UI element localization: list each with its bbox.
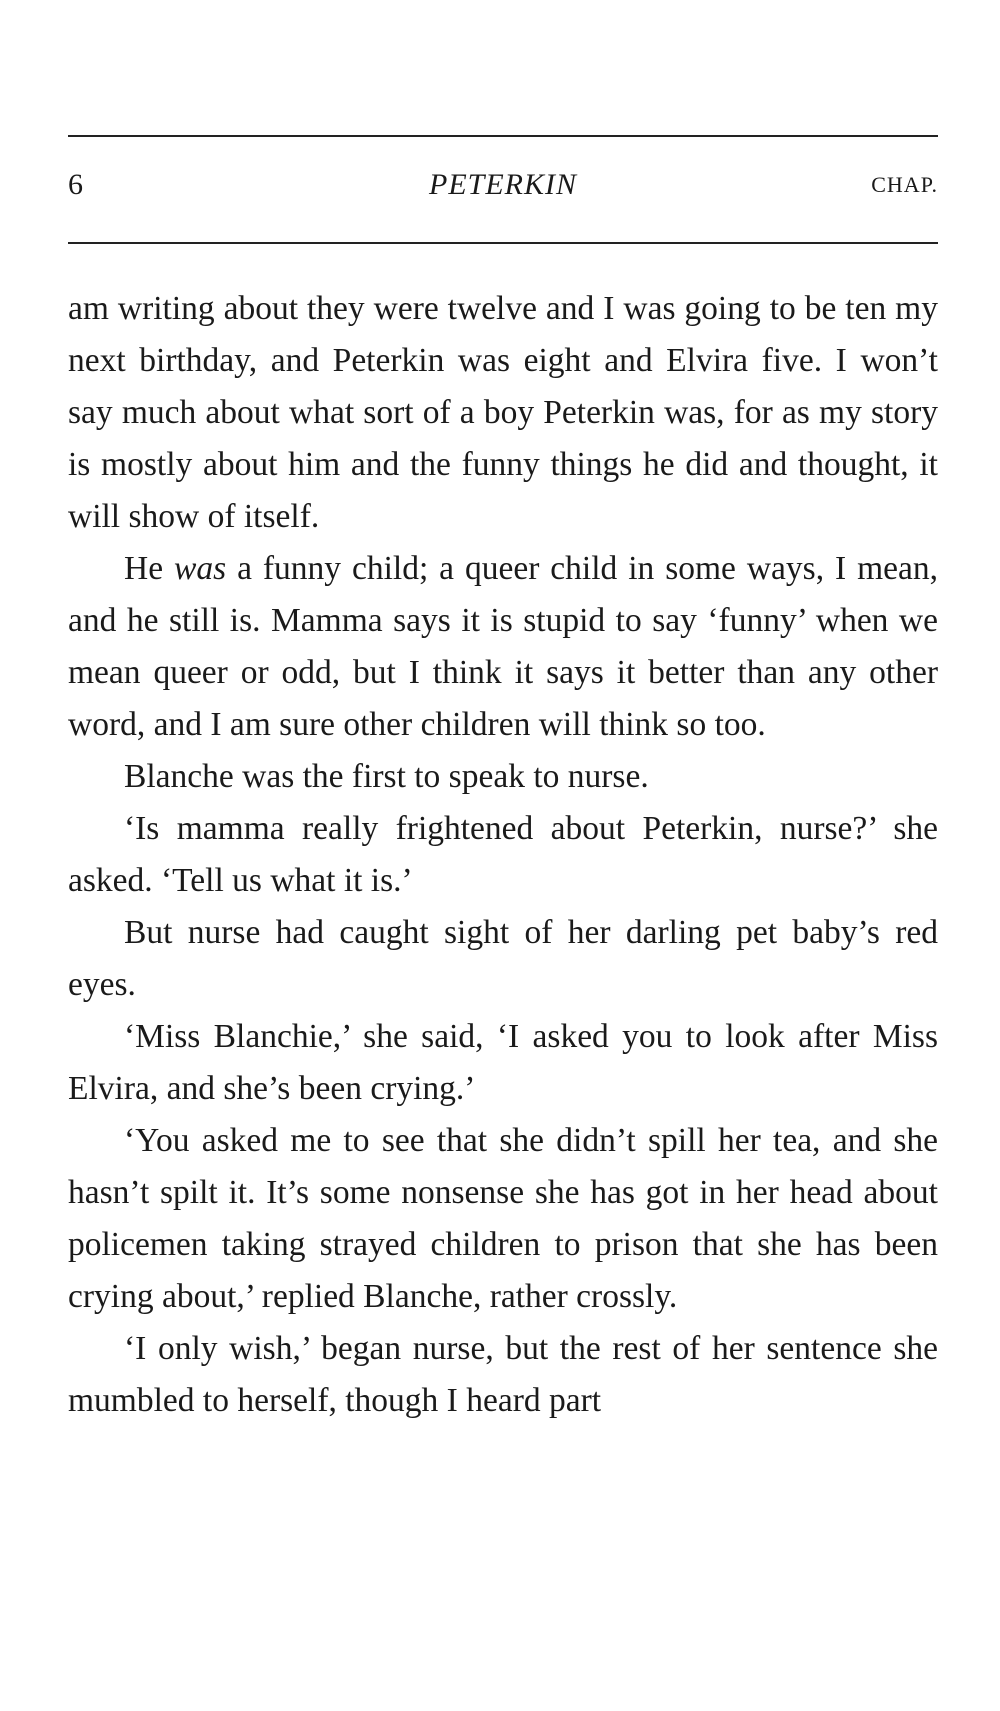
paragraph — [68, 543, 938, 751]
paragraph-text: a funny child; a queer child in some ways, I mean, and he still is. Mamma says it is stupid to say ‘funny’ when we mean queer or odd, but I think it says it better than any other word, and I am sure other children will think so too. — [68, 550, 938, 743]
page-header — [68, 168, 938, 208]
paragraph: ‘I only wish,’ began nurse, but the rest of her sentence she mumbled to herself, though I heard part — [68, 1330, 938, 1419]
emphasis-text: was — [174, 550, 227, 587]
paragraph: ‘Is mamma really frightened about Peterkin, nurse?’ she asked. ‘Tell us what it is.’ — [68, 810, 938, 899]
paragraph: Blanche was the first to speak to nurse. — [124, 758, 649, 795]
page-number: 6 — [68, 168, 83, 201]
paragraph-text: He — [124, 550, 174, 587]
body-text — [68, 283, 938, 1427]
header-rule-bottom — [68, 242, 938, 244]
paragraph: ‘You asked me to see that she didn’t spill her tea, and she hasn’t spilt it. It’s some nonsense she has got in her head about policemen taking strayed children to prison that she has been crying about,’ replied Blanche, rather crossly. — [68, 1122, 938, 1315]
header-rule-top — [68, 135, 938, 137]
paragraph: ‘Miss Blanchie,’ she said, ‘I asked you to look after Miss Elvira, and she’s been crying.’ — [68, 1018, 938, 1107]
chapter-label: CHAP. — [871, 172, 938, 197]
running-title: PETERKIN — [429, 168, 577, 201]
paragraph: am writing about they were twelve and I was going to be ten my next birthday, and Peterkin was eight and Elvira five. I won’t say much about what sort of a boy Peterkin was, for as my story is mostly about him and the funny things he did and thought, it will show of itself. — [68, 290, 938, 535]
paragraph: But nurse had caught sight of her darling pet baby’s red eyes. — [68, 914, 938, 1003]
